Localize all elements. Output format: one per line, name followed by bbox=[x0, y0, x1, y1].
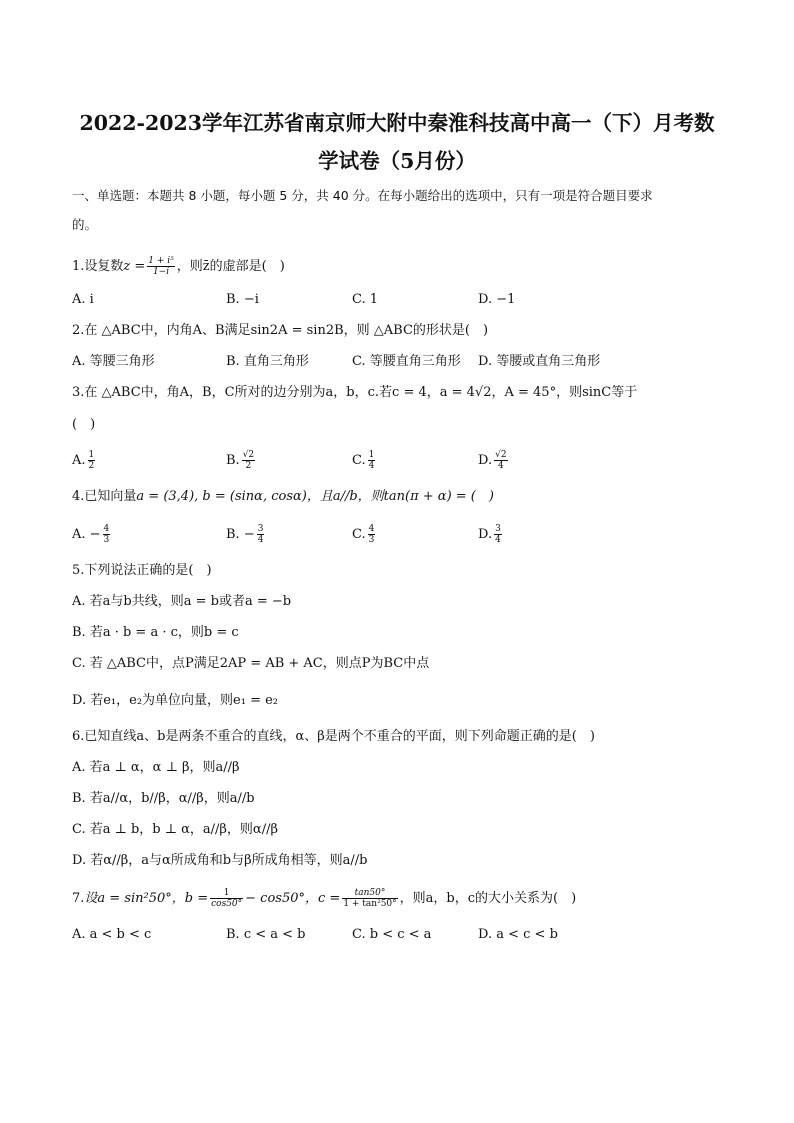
option-d: D. 等腰或直角三角形 bbox=[478, 354, 601, 369]
question-number: 5. bbox=[72, 563, 85, 578]
fraction bbox=[494, 524, 502, 545]
option-d: D. −1 bbox=[478, 292, 516, 307]
fraction-numerator: 3 bbox=[495, 524, 501, 534]
question-number: 1. bbox=[72, 259, 85, 274]
option-d bbox=[478, 450, 510, 471]
option-label: D. bbox=[478, 527, 493, 542]
question-text: ，则z̄的虚部是( ) bbox=[176, 259, 285, 274]
option-a: A. 若a ⊥ α，α ⊥ β，则a//β bbox=[72, 760, 240, 775]
question-number: 3. bbox=[72, 385, 85, 400]
option-c: C. 若 △ABC中，点P满足2AP = AB + AC，则点P为BC中点 bbox=[72, 656, 430, 671]
option-c bbox=[352, 524, 377, 545]
fraction bbox=[210, 888, 243, 909]
question-math: 设a = sin²50°，b = bbox=[84, 891, 209, 906]
fraction-denominator: 3 bbox=[103, 535, 110, 545]
option-label: A. bbox=[72, 453, 86, 468]
question-number: 2. bbox=[72, 323, 85, 338]
option-b bbox=[226, 450, 257, 471]
fraction bbox=[103, 524, 111, 545]
option-d: D. a < c < b bbox=[478, 927, 558, 942]
option-d: D. 若α//β，a与α所成角和b与β所成角相等，则a//b bbox=[72, 853, 368, 868]
fraction-numerator: √2 bbox=[495, 450, 507, 460]
exam-title-line2: 学试卷（5月份） bbox=[318, 149, 476, 173]
option-c: C. 等腰直角三角形 bbox=[352, 354, 461, 369]
question-7 bbox=[72, 888, 576, 909]
fraction-denominator: 4 bbox=[257, 535, 264, 545]
option-c bbox=[352, 450, 377, 471]
section-heading: 一、单选题：本题共 8 小题，每小题 5 分，共 40 分。在每小题给出的选项中，只有一项是符合题目要求 bbox=[72, 188, 653, 203]
option-label: B. − bbox=[226, 527, 255, 542]
option-a: A. i bbox=[72, 292, 94, 307]
fraction-numerator: 1 + i⁵ bbox=[148, 256, 174, 266]
option-a: A. 等腰三角形 bbox=[72, 354, 155, 369]
option-a: A. a < b < c bbox=[72, 927, 152, 942]
fraction bbox=[147, 256, 174, 277]
option-label: A. − bbox=[72, 527, 101, 542]
fraction-denominator: 2 bbox=[88, 461, 95, 471]
fraction-numerator: 1 bbox=[368, 450, 375, 460]
option-label: C. bbox=[352, 527, 366, 542]
question-text: 设复数 bbox=[84, 259, 124, 274]
option-c: C. 1 bbox=[352, 292, 379, 307]
option-b: B. 若a · b = a · c，则b = c bbox=[72, 625, 239, 640]
question-text: 在 △ABC中，角A，B，C所对的边分别为a，b，c.若c = 4，a = 4√2，A = 45°，则sinC等于 bbox=[84, 385, 638, 400]
fraction-denominator: cos50° bbox=[211, 899, 243, 909]
option-b: B. 若a//α，b//β，α//β，则a//b bbox=[72, 791, 255, 806]
question-number: 4. bbox=[72, 489, 85, 504]
fraction-numerator: 1 bbox=[88, 450, 95, 460]
question-text: ，则a，b，c的大小关系为( ) bbox=[399, 891, 577, 906]
fraction-numerator: 1 bbox=[210, 888, 243, 899]
section-heading-cont: 的。 bbox=[72, 217, 98, 232]
question-number: 7. bbox=[72, 891, 85, 906]
question-math: z = bbox=[123, 259, 146, 274]
fraction bbox=[257, 524, 265, 545]
option-d: D. 若e₁，e₂为单位向量，则e₁ = e₂ bbox=[72, 693, 279, 708]
question-3-cont: ( ) bbox=[72, 417, 96, 432]
exam-title-line1: 2022-2023学年江苏省南京师大附中秦淮科技高中高一（下）月考数 bbox=[79, 111, 715, 135]
option-a bbox=[72, 450, 97, 471]
option-a bbox=[72, 524, 112, 545]
fraction-denominator: 4 bbox=[368, 461, 375, 471]
fraction-denominator: 4 bbox=[497, 461, 504, 471]
option-c: C. b < c < a bbox=[352, 927, 432, 942]
option-b: B. c < a < b bbox=[226, 927, 306, 942]
option-b: B. −i bbox=[226, 292, 259, 307]
question-number: 6. bbox=[72, 729, 85, 744]
option-label: B. bbox=[226, 453, 240, 468]
option-a: A. 若a与b共线，则a = b或者a = −b bbox=[72, 594, 292, 609]
fraction-numerator: 3 bbox=[257, 524, 264, 534]
fraction bbox=[88, 450, 96, 471]
option-b: B. 直角三角形 bbox=[226, 354, 309, 369]
fraction-denominator: 1 + tan²50° bbox=[343, 899, 397, 909]
option-label: D. bbox=[478, 453, 493, 468]
fraction bbox=[494, 450, 507, 471]
fraction-numerator: 4 bbox=[368, 524, 375, 534]
question-4 bbox=[72, 488, 494, 506]
question-3 bbox=[72, 384, 637, 402]
question-text: 已知向量 bbox=[84, 489, 137, 504]
question-text: 下列说法正确的是( ) bbox=[84, 563, 212, 578]
question-text: 已知直线a、b是两条不重合的直线，α、β是两个不重合的平面，则下列命题正确的是( ) bbox=[84, 729, 595, 744]
fraction-numerator: √2 bbox=[242, 450, 255, 460]
option-c: C. 若a ⊥ b，b ⊥ α，a//β，则α//β bbox=[72, 822, 278, 837]
fraction-numerator: 4 bbox=[103, 524, 110, 534]
option-d bbox=[478, 524, 504, 545]
fraction bbox=[342, 888, 397, 909]
fraction-denominator: 1−i bbox=[152, 267, 170, 277]
question-math: − cos50°，c = bbox=[245, 891, 341, 906]
question-math: a = (3,4), b = (sinα, cosα)，且a//b，则tan(π + α) = ( ) bbox=[136, 489, 494, 504]
option-label: C. bbox=[352, 453, 366, 468]
question-1 bbox=[72, 256, 285, 277]
fraction-denominator: 2 bbox=[245, 461, 252, 471]
fraction-denominator: 4 bbox=[495, 535, 501, 545]
question-5 bbox=[72, 562, 212, 580]
fraction bbox=[242, 450, 255, 471]
question-6 bbox=[72, 728, 595, 746]
question-2 bbox=[72, 322, 488, 340]
fraction bbox=[368, 450, 376, 471]
option-b bbox=[226, 524, 266, 545]
question-text: 在 △ABC中，内角A、B满足sin2A = sin2B，则 △ABC的形状是( ) bbox=[84, 323, 489, 338]
fraction bbox=[368, 524, 376, 545]
fraction-numerator: tan50° bbox=[342, 888, 397, 899]
fraction-denominator: 3 bbox=[368, 535, 375, 545]
